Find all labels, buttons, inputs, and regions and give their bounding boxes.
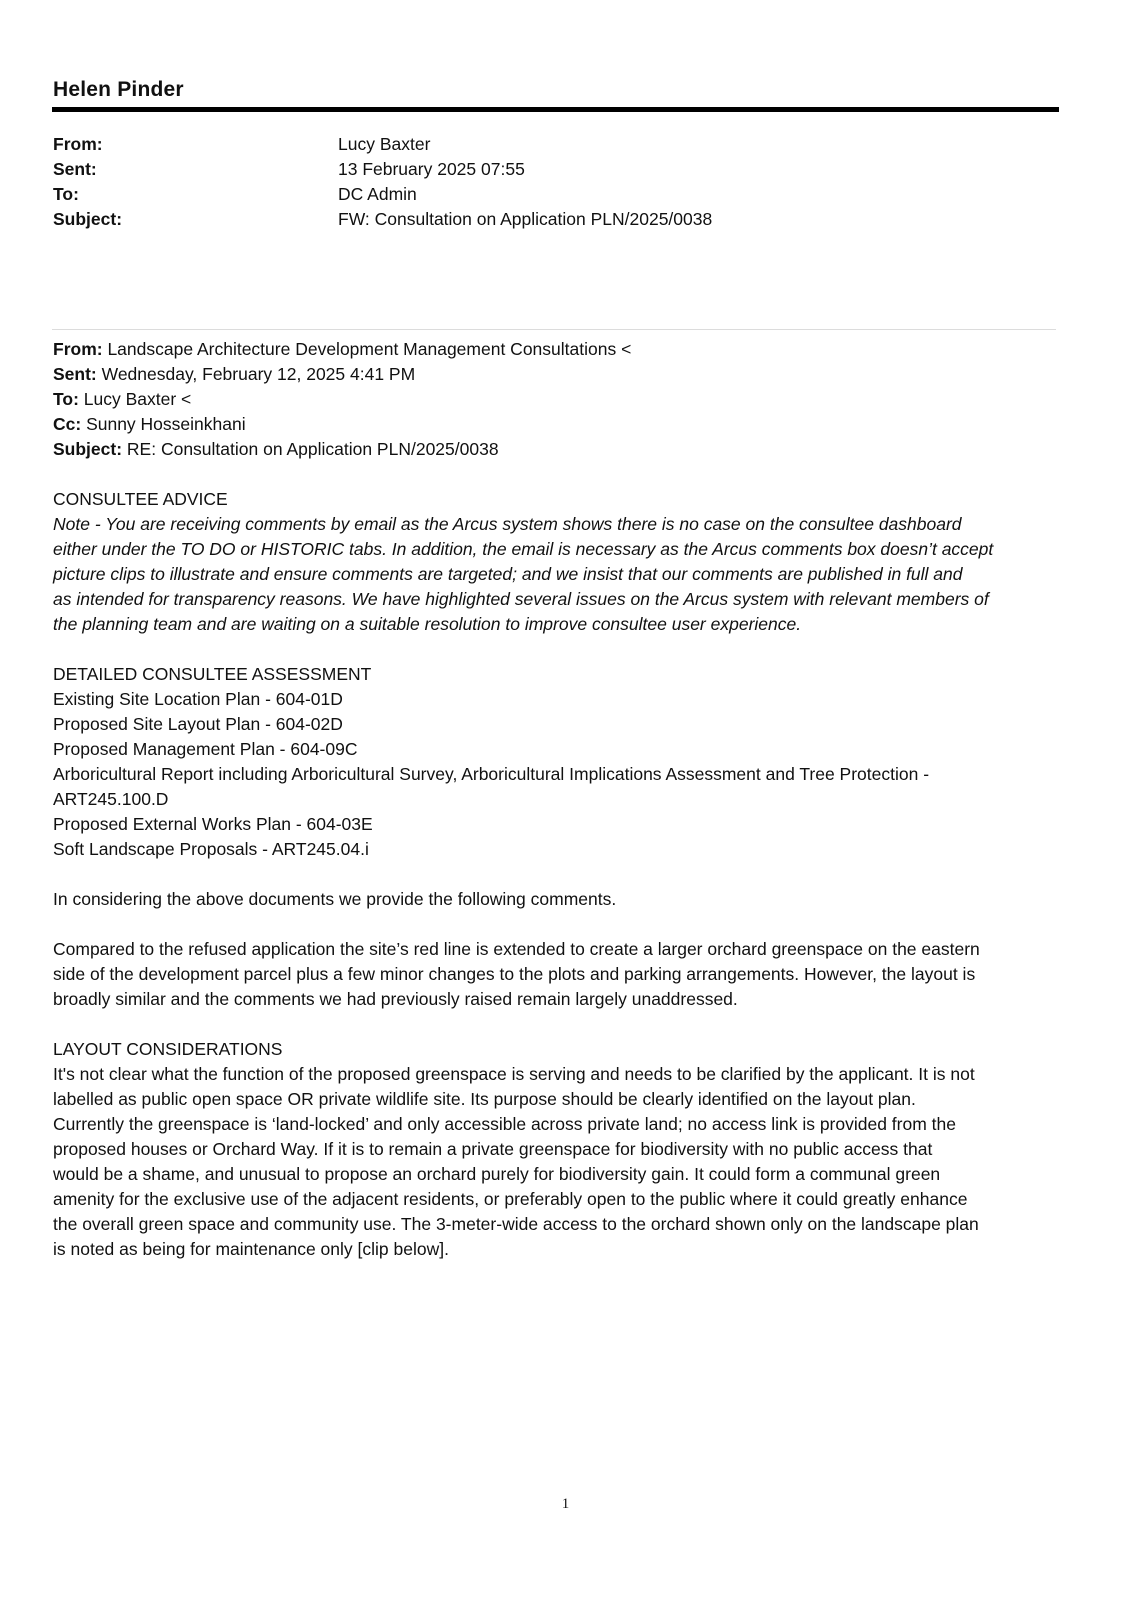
- forwarded-subject-line: [53, 437, 1063, 462]
- page-number: 1: [561, 1496, 570, 1512]
- document-item: Proposed External Works Plan - 604-03E: [53, 814, 373, 834]
- document-item: ART245.100.D: [53, 789, 169, 809]
- spacer: [53, 637, 1063, 662]
- forward-divider: [52, 329, 1056, 330]
- forwarded-sent-label: Sent:: [53, 364, 97, 384]
- header-to-value: DC Admin: [338, 184, 417, 204]
- note-line: either under the TO DO or HISTORIC tabs. In addition, the email is necessary as the Arcus comments box doesn’t accept: [53, 539, 994, 559]
- forwarded-cc-value: Sunny Hosseinkhani: [81, 414, 246, 434]
- forwarded-from-line: [53, 337, 1063, 362]
- compared-line: broadly similar and the comments we had previously raised remain largely unaddressed.: [53, 989, 738, 1009]
- forwarded-subject-value: RE: Consultation on Application PLN/2025/0038: [122, 439, 499, 459]
- email-body: [53, 337, 1063, 1262]
- header-divider: [52, 107, 1059, 112]
- forwarded-to-line: [53, 387, 1063, 412]
- note-line: the planning team and are waiting on a suitable resolution to improve consultee user experience.: [53, 614, 802, 634]
- header-subject-label: Subject:: [53, 209, 123, 229]
- document-item: Arboricultural Report including Arboricultural Survey, Arboricultural Implications Assessment and Tree Protection -: [53, 764, 930, 784]
- header-sent-label: Sent:: [53, 159, 97, 179]
- spacer: [53, 462, 1063, 487]
- layout-line: the overall green space and community use. The 3-meter-wide access to the orchard shown only on the landscape plan: [53, 1214, 979, 1234]
- consultee-advice-heading: CONSULTEE ADVICE: [53, 489, 228, 509]
- header-from-label: From:: [53, 134, 103, 154]
- layout-line: proposed houses or Orchard Way. If it is to remain a private greenspace for biodiversity with no public access that: [53, 1139, 933, 1159]
- layout-line: amenity for the exclusive use of the adjacent residents, or preferably open to the public where it could greatly enhance: [53, 1189, 968, 1209]
- spacer: [53, 862, 1063, 887]
- layout-heading: LAYOUT CONSIDERATIONS: [53, 1039, 283, 1059]
- header-from-row: [53, 132, 1053, 157]
- document-item: Proposed Site Layout Plan - 604-02D: [53, 714, 343, 734]
- layout-line: Currently the greenspace is ‘land-locked’ and only accessible across private land; no access link is provided from the: [53, 1114, 957, 1134]
- document-item: Proposed Management Plan - 604-09C: [53, 739, 358, 759]
- header-subject-row: [53, 207, 1053, 232]
- forwarded-to-label: To:: [53, 389, 79, 409]
- considering-paragraph: In considering the above documents we provide the following comments.: [53, 889, 617, 909]
- forwarded-from-value: Landscape Architecture Development Management Consultations <: [102, 339, 632, 359]
- spacer: [53, 912, 1063, 937]
- note-line: picture clips to illustrate and ensure comments are targeted; and we insist that our comments are published in full and: [53, 564, 963, 584]
- header-subject-value: FW: Consultation on Application PLN/2025/0038: [338, 209, 713, 229]
- compared-line: Compared to the refused application the site’s red line is extended to create a larger orchard greenspace on the eastern: [53, 939, 980, 959]
- note-line: Note - You are receiving comments by email as the Arcus system shows there is no case on the consultee dashboard: [53, 514, 962, 534]
- header-to-row: [53, 182, 1053, 207]
- layout-line: labelled as public open space OR private wildlife site. Its purpose should be clearly identified on the layout plan.: [53, 1089, 916, 1109]
- header-to-label: To:: [53, 184, 79, 204]
- layout-line: would be a shame, and unusual to propose an orchard purely for biodiversity gain. It could form a communal green: [53, 1164, 941, 1184]
- forwarded-from-label: From:: [53, 339, 103, 359]
- layout-line: It's not clear what the function of the proposed greenspace is serving and needs to be clarified by the applicant. It is not: [53, 1064, 975, 1084]
- mailbox-owner-name: Helen Pinder: [53, 78, 184, 101]
- forwarded-to-value: Lucy Baxter <: [78, 389, 192, 409]
- spacer: [53, 1012, 1063, 1037]
- note-line: as intended for transparency reasons. We have highlighted several issues on the Arcus system with relevant members of: [53, 589, 989, 609]
- email-header: [53, 132, 1053, 232]
- layout-line: is noted as being for maintenance only [clip below].: [53, 1239, 449, 1259]
- forwarded-cc-label: Cc:: [53, 414, 82, 434]
- header-sent-value: 13 February 2025 07:55: [338, 159, 525, 179]
- assessment-heading: DETAILED CONSULTEE ASSESSMENT: [53, 664, 372, 684]
- forwarded-sent-value: Wednesday, February 12, 2025 4:41 PM: [96, 364, 416, 384]
- forwarded-subject-label: Subject:: [53, 439, 123, 459]
- header-sent-row: [53, 157, 1053, 182]
- compared-line: side of the development parcel plus a few minor changes to the plots and parking arrangements. However, the layout is: [53, 964, 976, 984]
- header-from-value: Lucy Baxter: [338, 134, 431, 154]
- document-item: Soft Landscape Proposals - ART245.04.i: [53, 839, 369, 859]
- forwarded-cc-line: [53, 412, 1063, 437]
- forwarded-sent-line: [53, 362, 1063, 387]
- document-item: Existing Site Location Plan - 604-01D: [53, 689, 343, 709]
